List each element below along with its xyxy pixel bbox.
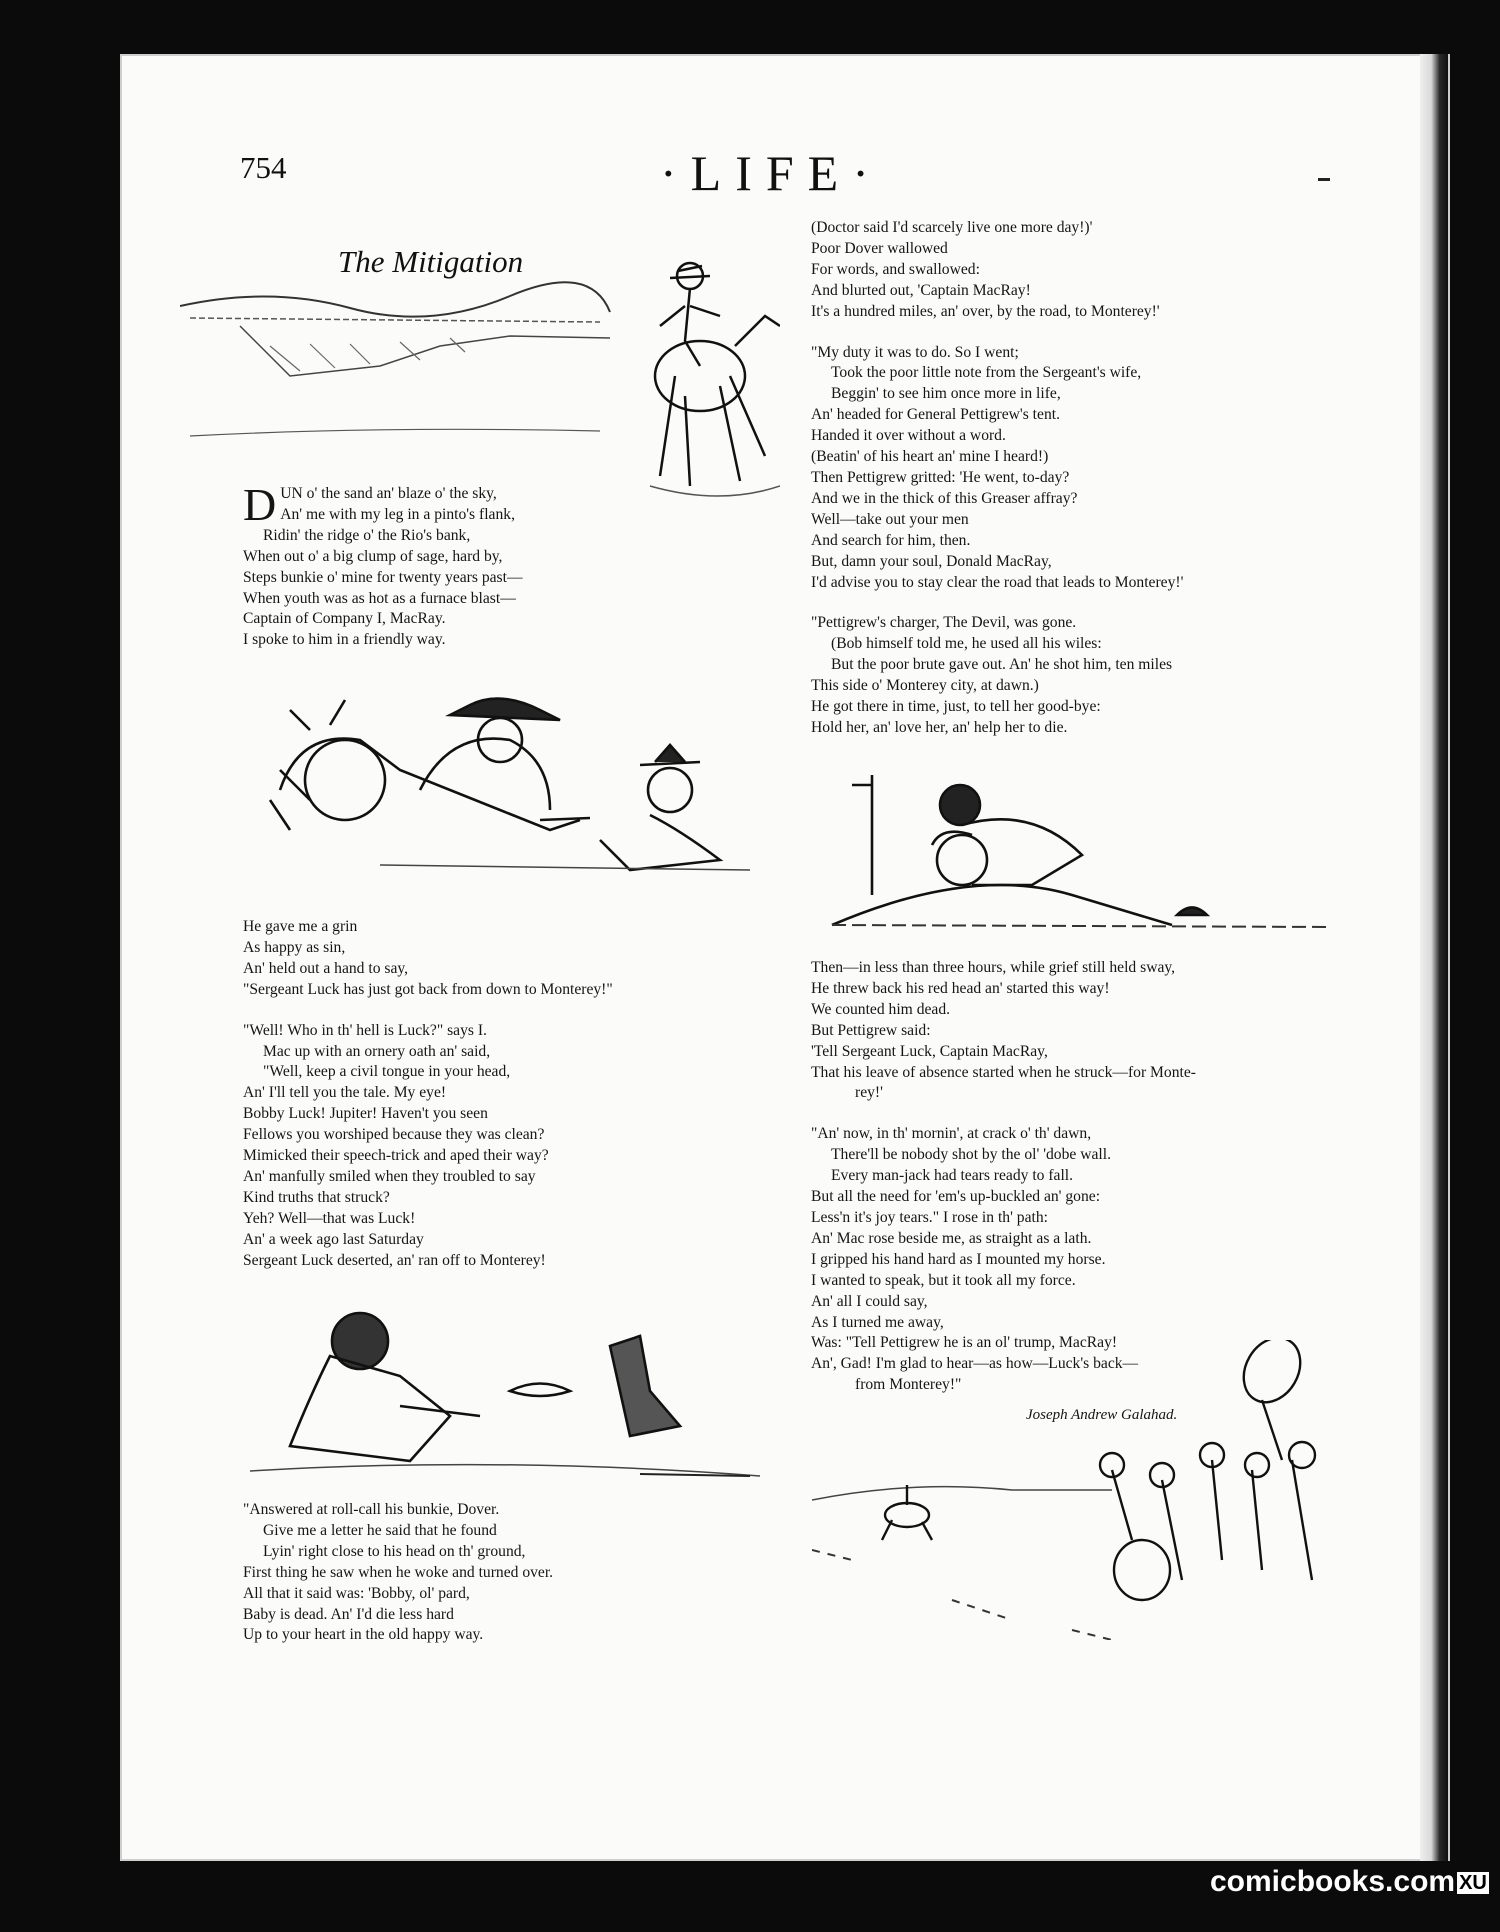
poem-line: For words, and swallowed: — [811, 260, 980, 278]
poem-line: That his leave of absence started when he struck—for Monte- — [811, 1063, 1196, 1081]
page-number: 754 — [240, 150, 287, 185]
site-watermark — [1210, 1865, 1489, 1899]
poem-line: But all the need for 'em's up-buckled an' gone: — [811, 1188, 1101, 1206]
drop-cap: D — [243, 479, 277, 530]
poem-line: As happy as sin, — [243, 938, 346, 956]
header-dash — [1318, 178, 1330, 181]
poem-line: Ridin' the ridge o' the Rio's bank, — [263, 526, 471, 544]
poem-line: "Well! Who in th' hell is Luck?" says I. — [243, 1021, 487, 1039]
poem-line: from Monterey!" — [855, 1376, 962, 1394]
poem-line: Up to your heart in the old happy way. — [243, 1626, 484, 1644]
poem-line: But Pettigrew said: — [811, 1021, 931, 1039]
poem-line: When youth was as hot as a furnace blast— — [243, 589, 516, 607]
stanza-8 — [811, 958, 1196, 1104]
poem-line: Every man-jack had tears ready to fall. — [831, 1167, 1074, 1185]
poem-line: An', Gad! I'm glad to hear—as how—Luck's back— — [811, 1355, 1139, 1373]
poem-line: All that it said was: 'Bobby, ol' pard, — [243, 1584, 470, 1602]
poem-line: Steps bunkie o' mine for twenty years past— — [243, 568, 523, 586]
poem-line: He got there in time, just, to tell her good-bye: — [811, 698, 1101, 716]
poem-line: Then—in less than three hours, while grief still held sway, — [811, 959, 1176, 976]
poem-line: He threw back his red head an' started this way! — [811, 979, 1110, 997]
illustration-man-writing — [250, 1296, 770, 1486]
poem-line: First thing he saw when he woke and turned over. — [243, 1563, 554, 1581]
poem-line: "An' now, in th' mornin', at crack o' th' dawn, — [811, 1125, 1092, 1143]
magazine-title: ·LIFE· — [660, 145, 883, 201]
poem-line: Bobby Luck! Jupiter! Haven't you seen — [243, 1105, 488, 1123]
poem-line: Sergeant Luck deserted, an' ran off to Monterey! — [243, 1251, 546, 1269]
author-signature: Joseph Andrew Galahad. — [1026, 1407, 1178, 1423]
poem-line: "Pettigrew's charger, The Devil, was gone. — [811, 614, 1077, 632]
stanza-7 — [811, 613, 1183, 738]
stanza-2 — [243, 917, 613, 1001]
poem-line: Kind truths that struck? — [243, 1188, 390, 1206]
stanza-4 — [243, 1500, 553, 1646]
poem-line: "My duty it was to do. So I went; — [811, 343, 1019, 361]
poem-line: And search for him, then. — [811, 531, 971, 549]
poem-line: Less'n it's joy tears." I rose in th' path: — [811, 1208, 1048, 1226]
poem-line: It's a hundred miles, an' over, by the road, to Monterey!' — [811, 302, 1160, 320]
poem-line: 'Tell Sergeant Luck, Captain MacRay, — [811, 1042, 1048, 1060]
poem-line: UN o' the sand an' blaze o' the sky, — [280, 485, 497, 502]
poem-line: And we in the thick of this Greaser affray? — [811, 489, 1078, 507]
poem-line: When out o' a big clump of sage, hard by, — [243, 547, 503, 565]
poem-line: Beggin' to see him once more in life, — [831, 385, 1061, 403]
poem-line: An' manfully smiled when they troubled to say — [243, 1167, 536, 1185]
illustration-cheering-crowd — [812, 1340, 1352, 1640]
poem-line: And blurted out, 'Captain MacRay! — [811, 281, 1031, 299]
illustration-handshake — [250, 670, 770, 890]
poem-line: An' held out a hand to say, — [243, 959, 409, 977]
poem-line: Well—take out your men — [811, 510, 969, 528]
page-gutter — [1420, 54, 1448, 1861]
poem-line: Lyin' right close to his head on th' ground, — [263, 1542, 526, 1560]
stanza-3 — [243, 1021, 613, 1272]
illustration-bedside — [812, 775, 1342, 935]
poem-line: "Sergeant Luck has just got back from down to Monterey!" — [243, 980, 613, 998]
poem-line: Then Pettigrew gritted: 'He went, to-day? — [811, 468, 1070, 486]
poem-line: An' a week ago last Saturday — [243, 1230, 424, 1248]
poem-line: (Doctor said I'd scarcely live one more day!)' — [811, 219, 1093, 236]
poem-line: Give me a letter he said that he found — [263, 1521, 497, 1539]
poem-line: I'd advise you to stay clear the road that leads to Monterey!' — [811, 573, 1184, 591]
poem-line: An' me with my leg in a pinto's flank, — [280, 505, 515, 523]
poem-line: Poor Dover wallowed — [811, 239, 948, 257]
poem-line: Took the poor little note from the Sergeant's wife, — [831, 364, 1142, 382]
poem-line: We counted him dead. — [811, 1000, 951, 1018]
left-column-continued — [243, 917, 613, 1292]
poem-line: "Answered at roll-call his bunkie, Dover. — [243, 1501, 500, 1518]
poem-line: As I turned me away, — [811, 1313, 944, 1331]
left-column — [243, 479, 523, 671]
poem-line: Handed it over without a word. — [811, 427, 1006, 445]
poem-line: I wanted to speak, but it took all my force. — [811, 1271, 1076, 1289]
watermark-tag: XU — [1459, 1871, 1487, 1894]
left-column-end — [243, 1500, 553, 1666]
poem-line: (Bob himself told me, he used all his wiles: — [831, 635, 1102, 653]
poem-line: An' all I could say, — [811, 1292, 928, 1310]
poem-line: (Beatin' of his heart an' mine I heard!) — [811, 448, 1049, 466]
poem-line: This side o' Monterey city, at dawn.) — [811, 677, 1039, 695]
poem-line: But the poor brute gave out. An' he shot him, ten miles — [831, 656, 1173, 674]
poem-line: An' headed for General Pettigrew's tent. — [811, 406, 1060, 424]
watermark-site: comicbooks.com — [1210, 1865, 1456, 1898]
poem-line: "Well, keep a civil tongue in your head, — [263, 1063, 511, 1081]
poem-line: Was: "Tell Pettigrew he is an ol' trump, MacRay! — [811, 1334, 1118, 1352]
stanza-1 — [243, 479, 523, 651]
poem-line: He gave me a grin — [243, 918, 358, 935]
stanza-6 — [811, 343, 1183, 594]
poem-line: There'll be nobody shot by the ol' 'dobe wall. — [831, 1146, 1111, 1164]
poem-line: I gripped his hand hard as I mounted my horse. — [811, 1250, 1106, 1268]
poem-line: Fellows you worshiped because they was clean? — [243, 1126, 545, 1144]
poem-line: Baby is dead. An' I'd die less hard — [243, 1605, 454, 1623]
poem-line: Mimicked their speech-trick and aped their way? — [243, 1147, 549, 1165]
poem-line: Yeh? Well—that was Luck! — [243, 1209, 416, 1227]
poem-line: An' Mac rose beside me, as straight as a lath. — [811, 1229, 1092, 1247]
poem-line: I spoke to him in a friendly way. — [243, 631, 446, 649]
poem-line: rey!' — [855, 1084, 883, 1102]
poem-line: Hold her, an' love her, an' help her to die. — [811, 718, 1068, 736]
page-header — [240, 145, 1340, 210]
poem-line: But, damn your soul, Donald MacRay, — [811, 552, 1052, 570]
poem-line: Mac up with an ornery oath an' said, — [263, 1042, 491, 1060]
poem-line: An' I'll tell you the tale. My eye! — [243, 1084, 447, 1102]
right-column — [811, 218, 1183, 759]
poem-title: The Mitigation — [338, 244, 524, 279]
stanza-5 — [811, 218, 1183, 323]
poem-line: Captain of Company I, MacRay. — [243, 610, 446, 628]
